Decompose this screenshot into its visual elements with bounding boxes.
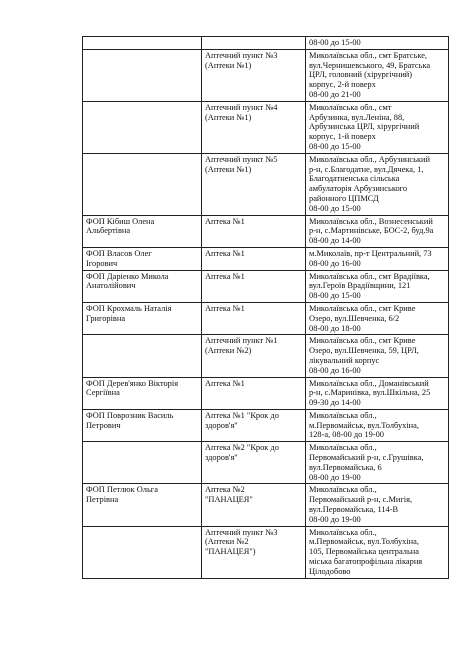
address-cell: Миколаївська обл., смт Братське, вул.Чернишевського, 49, Братська ЦРЛ, головний (хірургічний) корпус, 2-й поверх 08-00 до 21-00 xyxy=(306,49,449,101)
owner-cell xyxy=(83,37,202,50)
address-cell: Миколаївська обл., Арбузинський р-н, с.Благодатне, вул.Дячека, 1, Благодатненська сільська амбулаторія Арбузинського районного ЦПМСД 08-00 до 15-00 xyxy=(306,153,449,215)
pharmacy-cell: Аптека №1 "Крок до здоров'я" xyxy=(202,409,306,441)
table-row xyxy=(83,153,449,215)
owner-cell: ФОП Петлюк Ольга Петрівна xyxy=(83,484,202,526)
table-row xyxy=(83,302,449,334)
owner-cell xyxy=(83,442,202,484)
table-row xyxy=(83,247,449,270)
address-cell: Миколаївська обл., смт Криве Озеро, вул.Шевченка, 59, ЦРЛ, лікувальний корпус 08-00 до 16-00 xyxy=(306,335,449,377)
owner-cell xyxy=(83,335,202,377)
owner-cell xyxy=(83,101,202,153)
table-row xyxy=(83,526,449,578)
pharmacy-cell: Аптечний пункт №3 (Аптеки №1) xyxy=(202,49,306,101)
address-cell: Миколаївська обл., смт Криве Озеро, вул.Шевченка, 6/2 08-00 до 18-00 xyxy=(306,302,449,334)
address-cell: Миколаївська обл., м.Первомайськ, вул.Толбухіна, 105, Первомайська центральна міська багатопрофільна лікарня Цілодобово xyxy=(306,526,449,578)
pharmacy-cell: Аптека №1 xyxy=(202,270,306,302)
address-cell: 08-00 до 15-00 xyxy=(306,37,449,50)
address-cell: Миколаївська обл., Доманівський р-н, с.Маринівка, вул.Шкільна, 25 09-30 до 14-00 xyxy=(306,377,449,409)
address-cell: Миколаївська обл., Первомайський р-н, с.Мигія, вул.Первомайська, 114-В 08-00 до 19-00 xyxy=(306,484,449,526)
table-row xyxy=(83,215,449,247)
pharmacy-cell: Аптека №1 xyxy=(202,377,306,409)
owner-cell xyxy=(83,49,202,101)
table-row xyxy=(83,335,449,377)
pharmacy-cell: Аптека №1 xyxy=(202,247,306,270)
owner-cell xyxy=(83,526,202,578)
address-cell: м.Миколаїв, пр-т Центральний, 73 08-00 до 16-00 xyxy=(306,247,449,270)
owner-cell: ФОП Дерев'янко Вікторія Сергіївна xyxy=(83,377,202,409)
pharmacy-cell: Аптечний пункт №1 (Аптеки №2) xyxy=(202,335,306,377)
pharmacy-table xyxy=(82,36,449,579)
owner-cell xyxy=(83,153,202,215)
address-cell: Миколаївська обл., смт Арбузинка, вул.Леніна, 88, Арбузинська ЦРЛ, хірургічний корпус, 1-й поверх 08-00 до 15-00 xyxy=(306,101,449,153)
table-row xyxy=(83,37,449,50)
table-row xyxy=(83,377,449,409)
table-row xyxy=(83,409,449,441)
pharmacy-cell: Аптечний пункт №4 (Аптеки №1) xyxy=(202,101,306,153)
address-cell: Миколаївська обл., Вознесенський р-н, с.Мартинівське, БОС-2, буд.9а 08-00 до 14-00 xyxy=(306,215,449,247)
pharmacy-cell: Аптека №1 xyxy=(202,215,306,247)
table-row xyxy=(83,484,449,526)
address-cell: Миколаївська обл., Первомайський р-н, с.Грушівка, вул.Первомайська, 6 08-00 до 19-00 xyxy=(306,442,449,484)
pharmacy-cell: Аптека №2 "ПАНАЦЕЯ" xyxy=(202,484,306,526)
pharmacy-cell: Аптечний пункт №5 (Аптеки №1) xyxy=(202,153,306,215)
table-row xyxy=(83,270,449,302)
pharmacy-cell xyxy=(202,37,306,50)
owner-cell: ФОП Власов Олег Ігорович xyxy=(83,247,202,270)
owner-cell: ФОП Даріенко Микола Анатолійович xyxy=(83,270,202,302)
table-row xyxy=(83,49,449,101)
owner-cell: ФОП Поврозник Василь Петрович xyxy=(83,409,202,441)
pharmacy-cell: Аптека №2 "Крок до здоров'я" xyxy=(202,442,306,484)
owner-cell: ФОП Кібиш Олена Альбертівна xyxy=(83,215,202,247)
address-cell: Миколаївська обл., м.Первомайськ, вул.Толбухіна, 128-а, 08-00 до 19-00 xyxy=(306,409,449,441)
table-row xyxy=(83,442,449,484)
owner-cell: ФОП Крохмаль Наталія Григорівна xyxy=(83,302,202,334)
table-row xyxy=(83,101,449,153)
pharmacy-cell: Аптечний пункт №3 (Аптеки №2 "ПАНАЦЕЯ") xyxy=(202,526,306,578)
address-cell: Миколаївська обл., смт Врадіївка, вул.Героїв Врадіївщини, 121 08-00 до 15-00 xyxy=(306,270,449,302)
pharmacy-cell: Аптека №1 xyxy=(202,302,306,334)
